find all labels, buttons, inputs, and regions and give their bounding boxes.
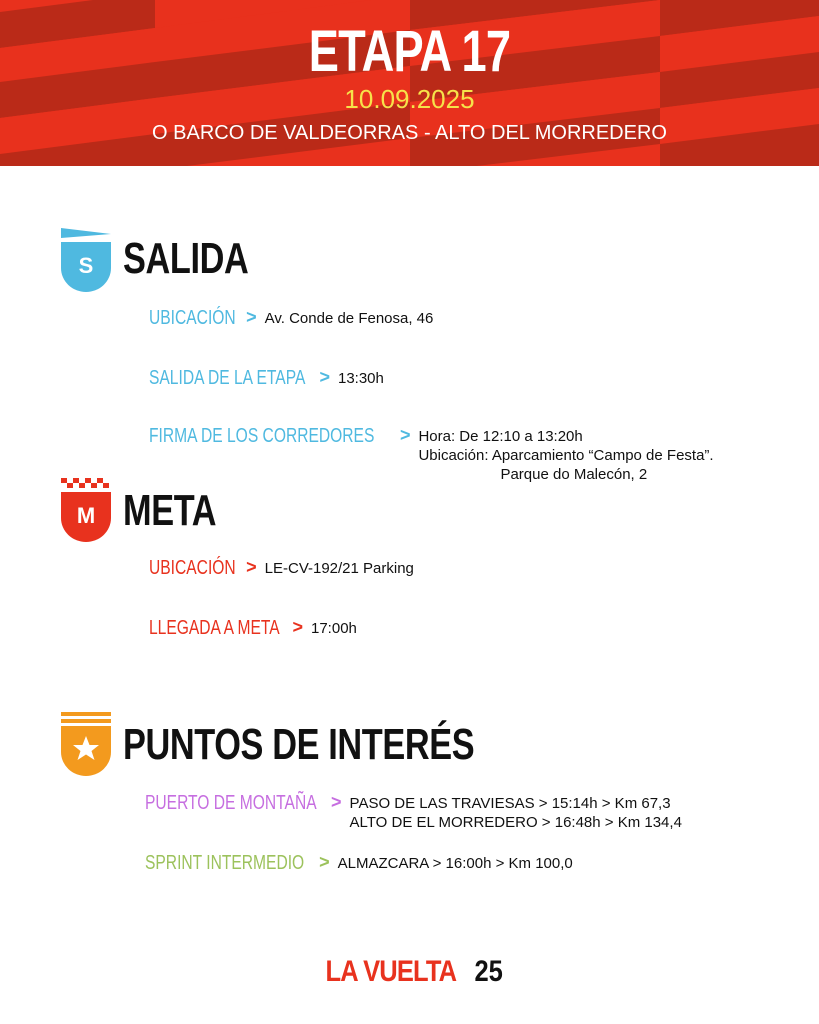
meta-header [123, 486, 242, 536]
row-label: PUERTO DE MONTAÑA [145, 792, 317, 814]
brand-year: 25 [474, 955, 503, 988]
row-value-block [350, 794, 682, 832]
row-label: FIRMA DE LOS CORREDORES [149, 425, 375, 447]
row-label: SALIDA DE LA ETAPA [149, 367, 306, 389]
row-value: 13:30h [337, 370, 384, 387]
arrow-icon: > [319, 367, 330, 387]
meta-row-llegada [149, 617, 357, 640]
salida-row-ubicacion [149, 307, 433, 330]
row-label: LLEGADA A META [149, 617, 280, 639]
arrow-icon: > [292, 617, 303, 637]
row-value-line: ALTO DE EL MORREDERO > 16:48h > Km 134,4 [349, 814, 682, 831]
row-label: UBICACIÓN [149, 307, 236, 329]
row-value: ALMAZCARA > 16:00h > Km 100,0 [337, 855, 573, 872]
meta-title: META [123, 486, 217, 535]
row-value-line: Hora: De 12:10 a 13:20h [418, 428, 583, 445]
salida-header [123, 234, 284, 284]
row-value-line: Ubicación: Aparcamiento “Campo de Festa”. [418, 447, 714, 464]
arrow-icon: > [331, 792, 342, 812]
salida-row-hora [149, 367, 384, 390]
row-value: Av. Conde de Fenosa, 46 [264, 310, 434, 327]
stage-route: O BARCO DE VALDEORRAS - ALTO DEL MORREDERO [152, 122, 667, 144]
puntos-header [123, 720, 573, 770]
salida-row-firma [149, 425, 714, 484]
arrow-icon: > [246, 307, 257, 327]
row-value-block [418, 427, 713, 484]
arrow-icon: > [319, 852, 330, 872]
puntos-row-sprint [145, 852, 573, 875]
row-label: UBICACIÓN [149, 557, 236, 579]
puntos-shield-icon [61, 712, 111, 776]
row-value: 17:00h [311, 620, 357, 637]
salida-title: SALIDA [123, 234, 249, 283]
puntos-row-montana [145, 792, 682, 832]
meta-row-ubicacion [149, 557, 414, 580]
meta-badge-letter: M [76, 503, 96, 528]
meta-shield-icon [61, 478, 111, 542]
footer-logo [0, 955, 819, 989]
arrow-icon: > [246, 557, 257, 577]
salida-badge-letter: S [78, 253, 94, 278]
row-value-line: PASO DE LAS TRAVIESAS > 15:14h > Km 67,3 [349, 795, 671, 812]
brand-name: LA VUELTA [325, 955, 456, 988]
puntos-title: PUNTOS DE INTERÉS [123, 720, 475, 769]
stage-date: 10.09.2025 [344, 84, 475, 114]
row-label: SPRINT INTERMEDIO [145, 852, 305, 874]
row-value: LE-CV-192/21 Parking [264, 560, 414, 577]
arrow-icon: > [399, 425, 411, 445]
salida-shield-icon [61, 228, 111, 292]
header-banner [0, 0, 819, 166]
row-value-line: Parque do Malecón, 2 [500, 466, 648, 483]
stage-title: ETAPA 17 [308, 19, 511, 84]
